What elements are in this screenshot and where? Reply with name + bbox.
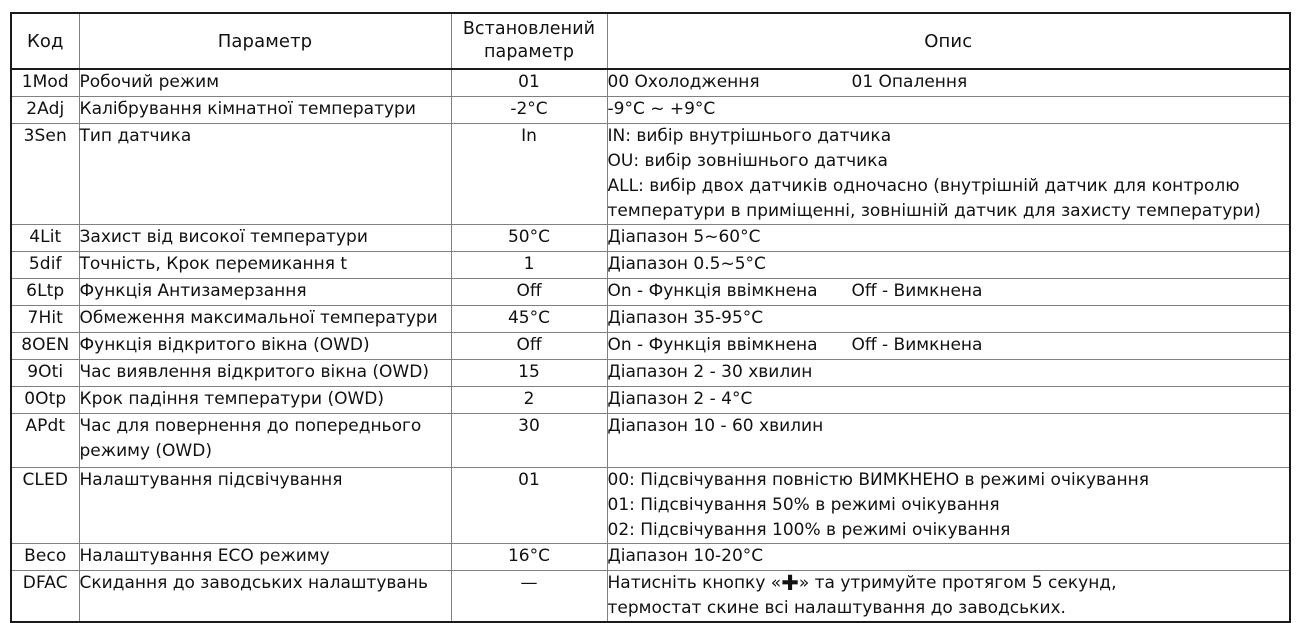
description-line: Діапазон 35-95°C: [607, 307, 764, 328]
parameter-line: Час виявлення відкритого вікна (OWD): [79, 361, 429, 382]
parameter-line: Калібрування кімнатної температури: [79, 98, 416, 119]
table-row: [11, 413, 1290, 467]
cell-set-parameter: 45°C: [451, 305, 607, 332]
cell-set-parameter: In: [451, 123, 607, 224]
table-row: [11, 467, 1290, 543]
table-row: [11, 543, 1290, 570]
parameter-line: Функція відкритого вікна (OWD): [79, 334, 370, 355]
cell-parameter: [79, 96, 451, 123]
description-segment: Off - Вимкнена: [851, 280, 983, 301]
description-line: IN: вибір внутрішнього датчика: [607, 125, 892, 146]
table-row: [11, 96, 1290, 123]
parameter-line: Час для повернення до попереднього: [79, 415, 422, 436]
cell-parameter: [79, 359, 451, 386]
cell-code: 1Mod: [11, 69, 79, 96]
table-row: [11, 332, 1290, 359]
description-segment: On - Функція ввімкнена: [607, 334, 818, 355]
cell-description: [607, 69, 1290, 96]
table-row: [11, 305, 1290, 332]
cell-description: [607, 224, 1290, 251]
table-row: [11, 570, 1290, 622]
cell-code: DFAC: [11, 570, 79, 622]
cell-code: 9Oti: [11, 359, 79, 386]
cell-code: 8OEN: [11, 332, 79, 359]
description-line: OU: вибір зовнішнього датчика: [607, 150, 888, 171]
cell-parameter: [79, 278, 451, 305]
cell-set-parameter: 30: [451, 413, 607, 467]
cell-parameter: [79, 570, 451, 622]
description-line: [608, 333, 1290, 358]
cell-set-parameter: 01: [451, 467, 607, 543]
cell-code: CLED: [11, 467, 79, 543]
cell-code: 6Ltp: [11, 278, 79, 305]
cell-set-parameter: 1: [451, 251, 607, 278]
table-row: [11, 251, 1290, 278]
cell-parameter: [79, 123, 451, 224]
cell-description: [607, 96, 1290, 123]
description-line: Діапазон 5~60°C: [607, 226, 761, 247]
cell-description: [607, 359, 1290, 386]
description-line: температури в приміщенні, зовнішній датчик для захисту температури): [607, 200, 1261, 221]
description-line: Діапазон 10 - 60 хвилин: [607, 415, 824, 436]
cell-code: 2Adj: [11, 96, 79, 123]
description-segment: 00 Охолодження: [607, 72, 760, 92]
table-row: [11, 224, 1290, 251]
cell-parameter: [79, 305, 451, 332]
column-header-description: Опис: [607, 13, 1290, 69]
parameter-line: Захист від високої температури: [79, 226, 368, 247]
description-line: 00: Підсвічування повністю ВИМКНЕНО в режимі очікування: [607, 469, 1149, 490]
table-row: [11, 359, 1290, 386]
description-line: Діапазон 0.5~5°C: [607, 253, 766, 274]
parameter-line: режиму (OWD): [79, 440, 212, 461]
cell-description: [607, 386, 1290, 413]
cell-parameter: [79, 413, 451, 467]
plus-button-icon: ✚: [781, 570, 799, 595]
cell-set-parameter: 01: [451, 69, 607, 96]
cell-description: [607, 305, 1290, 332]
column-header-code: Код: [11, 13, 79, 69]
parameter-line: Точність, Крок перемикання t: [79, 253, 348, 274]
cell-code: APdt: [11, 413, 79, 467]
description-line: [608, 70, 1290, 95]
parameter-settings-table: [10, 12, 1291, 623]
cell-set-parameter: 16°C: [451, 543, 607, 570]
column-header-parameter: Параметр: [79, 13, 451, 69]
cell-description: [607, 332, 1290, 359]
description-line: Діапазон 2 - 4°C: [607, 388, 753, 409]
cell-parameter: [79, 467, 451, 543]
cell-code: Beco: [11, 543, 79, 570]
parameter-line: Робочий режим: [79, 72, 220, 92]
parameter-line: Налаштування підсвічування: [79, 469, 343, 490]
description-line: -9°C ~ +9°C: [607, 98, 716, 119]
cell-set-parameter: —: [451, 570, 607, 622]
cell-description: [607, 467, 1290, 543]
parameter-line: Функція Антизамерзання: [79, 280, 307, 301]
parameter-line: Скидання до заводських налаштувань: [79, 572, 428, 593]
cell-set-parameter: 2: [451, 386, 607, 413]
cell-set-parameter: Off: [451, 332, 607, 359]
table-row: [11, 386, 1290, 413]
description-segment: Off - Вимкнена: [851, 334, 983, 355]
parameter-line: Налаштування ECO режиму: [79, 545, 330, 566]
table-header: [11, 13, 1290, 69]
parameter-line: Обмеження максимальної температури: [79, 307, 438, 328]
description-segment: 01 Опалення: [851, 72, 968, 92]
cell-parameter: [79, 543, 451, 570]
description-line: Діапазон 2 - 30 хвилин: [607, 361, 813, 382]
cell-set-parameter: -2°C: [451, 96, 607, 123]
description-line: Діапазон 10-20°C: [607, 545, 764, 566]
cell-code: 7Hit: [11, 305, 79, 332]
cell-set-parameter: Off: [451, 278, 607, 305]
description-line: ALL: вибір двох датчиків одночасно (внутрішній датчик для контролю: [607, 175, 1240, 196]
column-header-set-parameter-line2: параметр: [483, 42, 575, 62]
description-line: 02: Підсвічування 100% в режимі очікування: [607, 519, 1011, 540]
cell-description: [607, 413, 1290, 467]
cell-parameter: [79, 332, 451, 359]
description-segment: On - Функція ввімкнена: [607, 280, 818, 301]
cell-set-parameter: 50°C: [451, 224, 607, 251]
parameter-line: Крок падіння температури (OWD): [79, 388, 385, 409]
cell-code: 3Sen: [11, 123, 79, 224]
description-line: 01: Підсвічування 50% в режимі очікування: [607, 494, 1000, 515]
cell-description: [607, 543, 1290, 570]
cell-code: 4Lit: [11, 224, 79, 251]
table-row: [11, 123, 1290, 224]
cell-code: 5dif: [11, 251, 79, 278]
cell-description: [607, 570, 1290, 622]
cell-description: [607, 251, 1290, 278]
description-segment: » та утримуйте протягом 5 секунд,: [798, 572, 1117, 593]
cell-set-parameter: 15: [451, 359, 607, 386]
cell-code: 0Otp: [11, 386, 79, 413]
table-row: [11, 278, 1290, 305]
cell-description: [607, 278, 1290, 305]
parameter-line: Тип датчика: [79, 125, 192, 146]
table-row: [11, 69, 1290, 96]
cell-description: [607, 123, 1290, 224]
header-row: [11, 13, 1290, 69]
cell-parameter: [79, 386, 451, 413]
description-segment: Натисніть кнопку «: [607, 572, 782, 593]
column-header-set-parameter: [451, 13, 607, 69]
cell-parameter: [79, 69, 451, 96]
description-line: термостат скине всі налаштування до заводських.: [607, 597, 1066, 618]
description-line: [608, 279, 1290, 304]
table-body: [11, 69, 1290, 622]
description-line: [608, 571, 1290, 596]
cell-parameter: [79, 224, 451, 251]
cell-parameter: [79, 251, 451, 278]
column-header-set-parameter-line1: Встановлений: [462, 19, 596, 39]
